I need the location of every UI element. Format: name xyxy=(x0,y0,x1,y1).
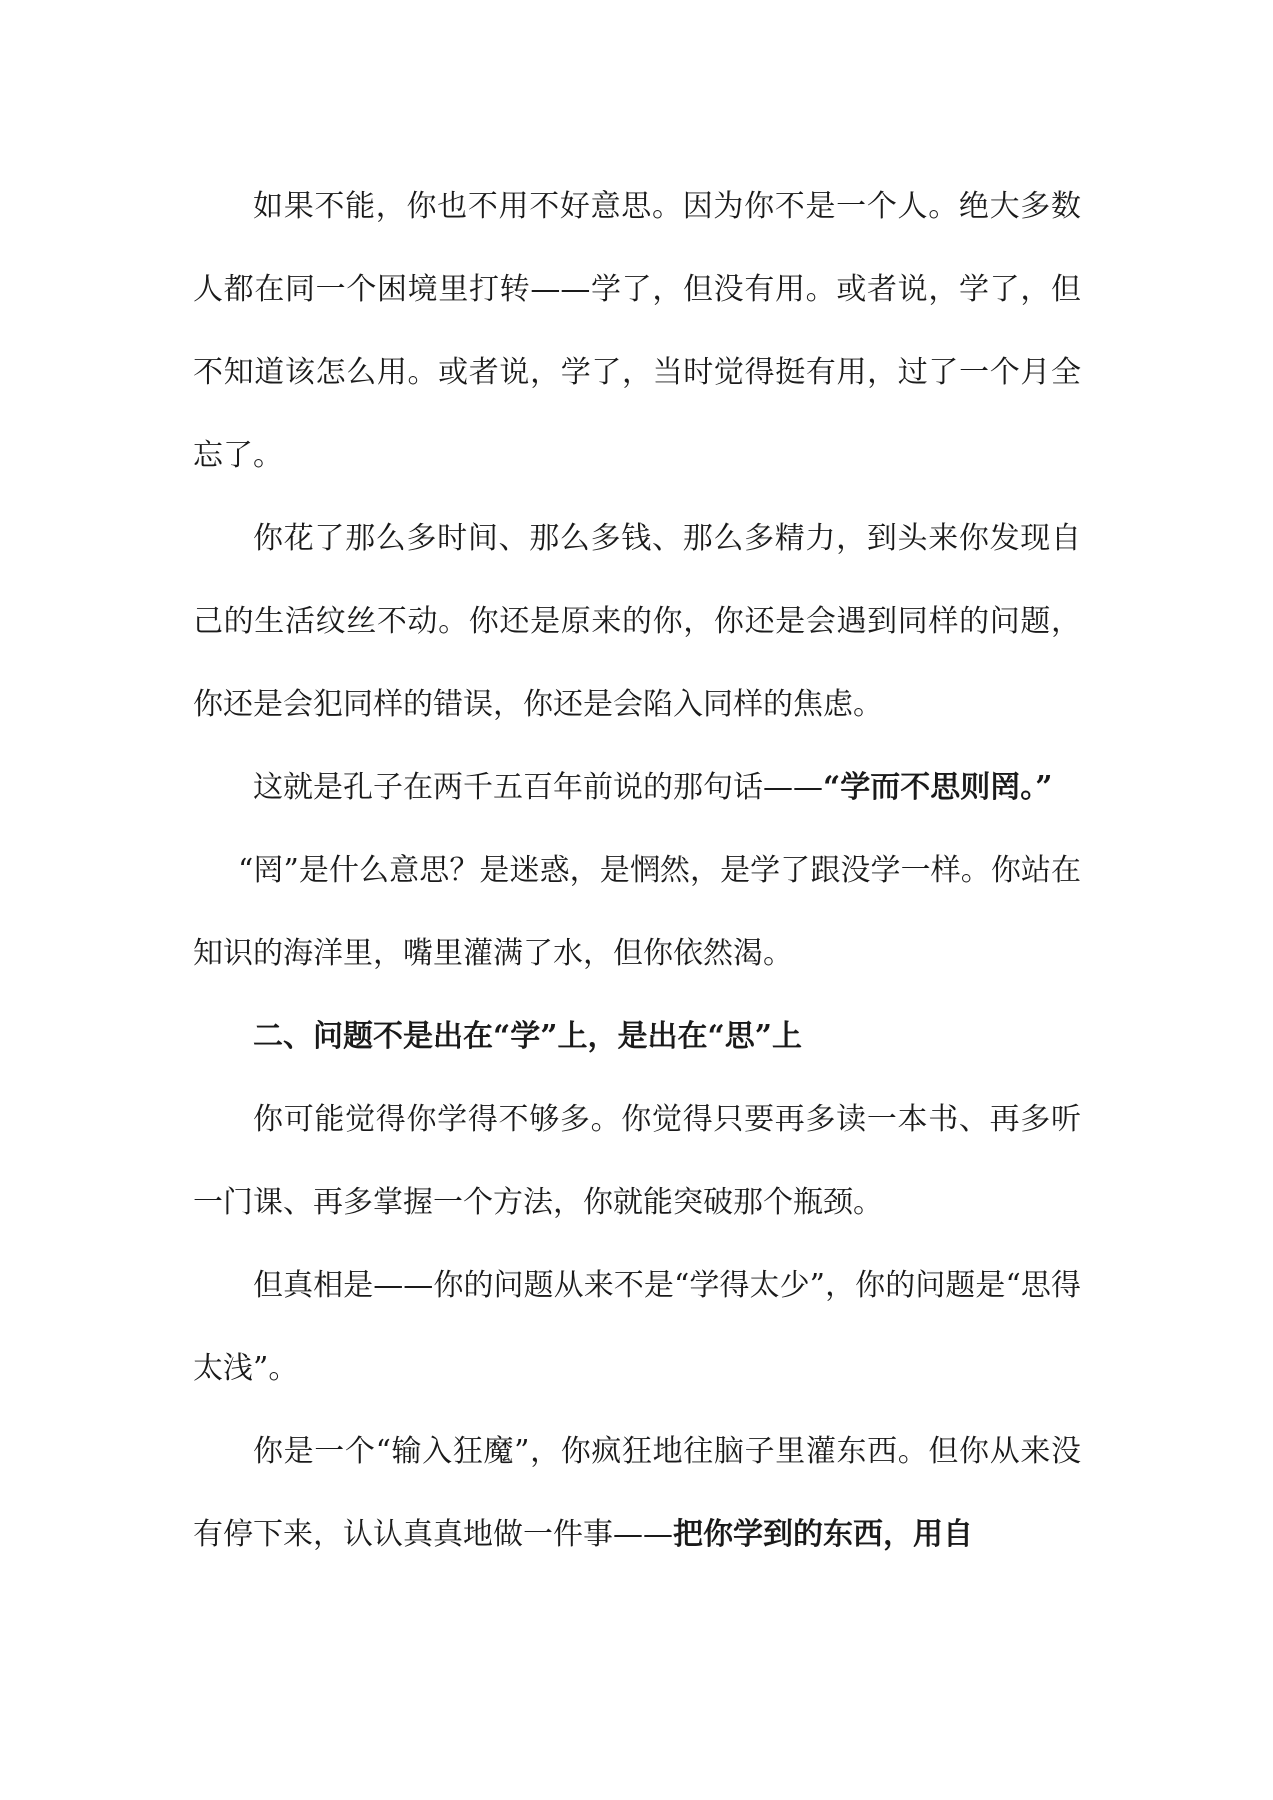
paragraph-7-bold: 把你学到的东西，用自 xyxy=(673,1517,973,1552)
paragraph-3 xyxy=(193,746,1081,829)
confucius-quote: “学而不思则罔。” xyxy=(823,770,1053,805)
paragraph-4: “罔”是什么意思？是迷惑，是惘然，是学了跟没学一样。你站在知识的海洋里，嘴里灌满了水，但你依然渴。 xyxy=(193,853,1081,971)
document-page xyxy=(193,165,1081,1576)
paragraph-7 xyxy=(193,1410,1081,1576)
paragraph-7-text: 你是一个“输入狂魔”，你疯狂地往脑子里灌东西。但你从来没有停下来，认认真真地做一件事—— xyxy=(193,1434,1081,1552)
paragraph-3-text: 这就是孔子在两千五百年前说的那句话—— xyxy=(253,770,823,805)
paragraph-1: 如果不能，你也不用不好意思。因为你不是一个人。绝大多数人都在同一个困境里打转——学了，但没有用。或者说，学了，但不知道该怎么用。或者说，学了，当时觉得挺有用，过了一个月全忘了。 xyxy=(193,189,1081,473)
section-heading-2: 二、问题不是出在“学”上，是出在“思”上 xyxy=(253,1019,803,1054)
paragraph-5: 你可能觉得你学得不够多。你觉得只要再多读一本书、再多听一门课、再多掌握一个方法，你就能突破那个瓶颈。 xyxy=(193,1102,1081,1220)
paragraph-2: 你花了那么多时间、那么多钱、那么多精力，到头来你发现自己的生活纹丝不动。你还是原来的你，你还是会遇到同样的问题，你还是会犯同样的错误，你还是会陷入同样的焦虑。 xyxy=(193,521,1081,722)
paragraph-6: 但真相是——你的问题从来不是“学得太少”，你的问题是“思得太浅”。 xyxy=(193,1268,1081,1386)
